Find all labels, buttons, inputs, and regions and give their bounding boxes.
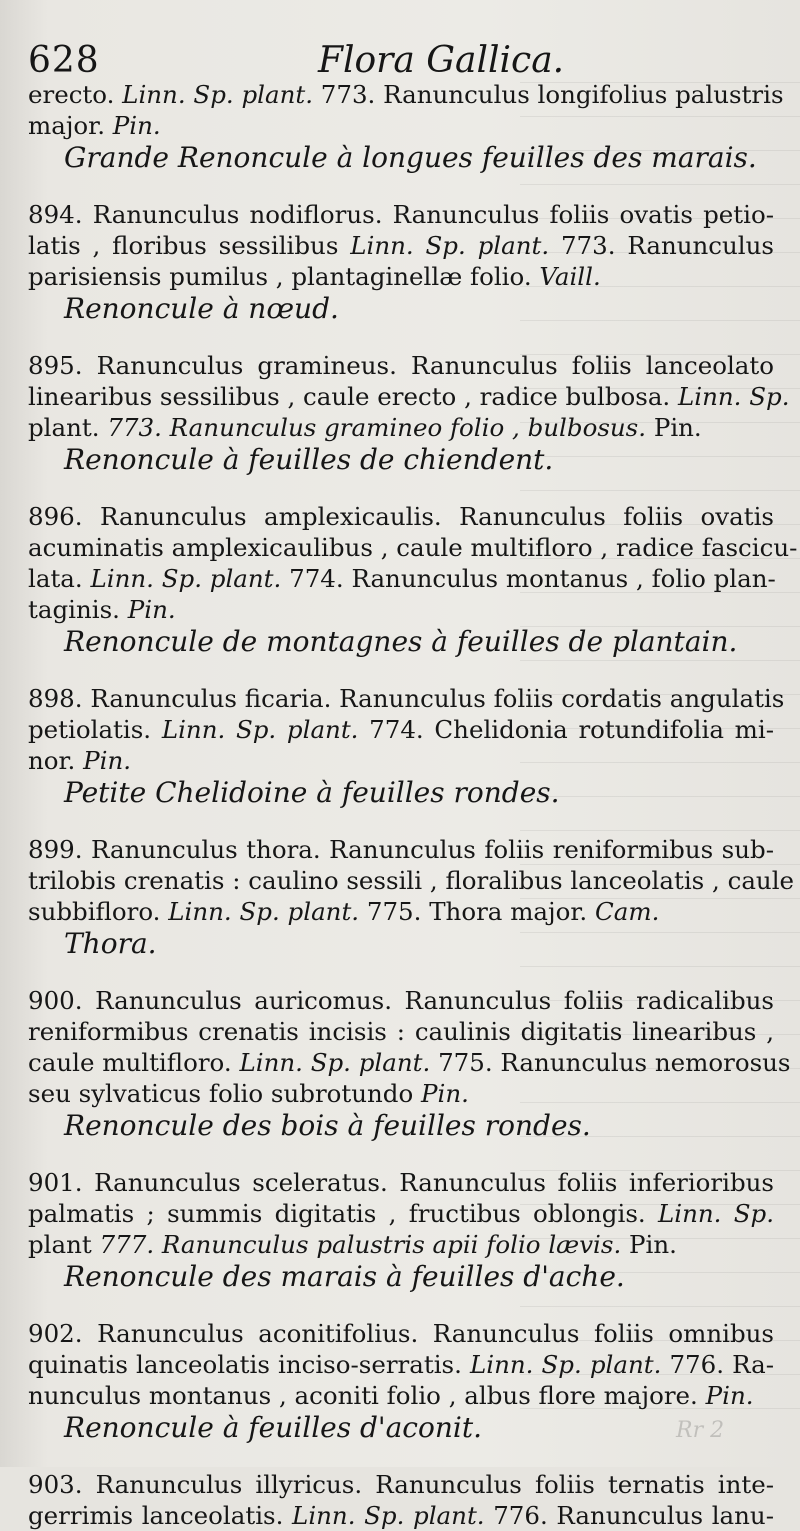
page-body — [28, 79, 798, 1531]
text-segment: 774. Chelidonia rotundifolia mi- — [358, 715, 774, 744]
text-segment: petiolatis. — [28, 715, 162, 744]
text-line — [28, 1078, 774, 1109]
french-common-name: Renoncule à nœud. — [64, 292, 339, 325]
citation-ref: Linn. Sp. plant. — [350, 231, 550, 260]
text-segment: major. — [28, 111, 113, 140]
text-line — [28, 1469, 774, 1500]
citation-ref: 777. Ranunculus palustris apii folio lævis. — [91, 1230, 630, 1259]
text-line — [28, 1349, 774, 1380]
text-segment: 774. Ranunculus montanus , folio plan- — [281, 564, 776, 593]
text-segment: caule multifloro. — [28, 1048, 240, 1077]
french-common-name: Thora. — [64, 927, 157, 960]
text-line — [28, 1500, 774, 1531]
continuation-entry — [28, 79, 784, 175]
french-common-name: Renoncule à feuilles d'aconit. — [64, 1411, 482, 1444]
species-entry — [28, 501, 798, 659]
text-line — [28, 199, 774, 230]
citation-ref: Linn. Sp. plant. — [292, 1501, 485, 1530]
text-line — [28, 865, 795, 896]
text-segment: nor. — [28, 746, 84, 775]
citation-ref: Pin. — [127, 595, 176, 624]
text-line — [28, 1047, 791, 1078]
citation-ref: Linn. Sp. — [678, 382, 790, 411]
text-segment: latis , floribus sessilibus — [28, 231, 351, 260]
text-segment: erecto. — [28, 80, 123, 109]
text-segment: plant — [28, 1230, 92, 1259]
text-line — [28, 1229, 774, 1260]
species-entry — [28, 199, 774, 326]
text-segment: 773. Ranunculus — [549, 231, 774, 260]
text-segment: Pin. — [629, 1230, 677, 1259]
citation-ref: Pin. — [112, 111, 161, 140]
french-common-name: Renoncule de montagnes à feuilles de plantain. — [64, 625, 738, 658]
page-number: 628 — [28, 40, 100, 81]
species-entry — [28, 1318, 774, 1445]
citation-ref: Linn. Sp. plant. — [469, 1350, 662, 1379]
text-segment: 776. Ra- — [661, 1350, 774, 1379]
text-segment: 898. Ranunculus ficaria. Ranunculus foliis cordatis angulatis — [28, 684, 785, 713]
species-entry — [28, 683, 785, 810]
french-common-name: Petite Chelidoine à feuilles rondes. — [64, 776, 560, 809]
catchword: Rr 2 — [676, 1418, 725, 1443]
text-segment: quinatis lanceolatis inciso-serratis. — [28, 1350, 470, 1379]
french-common-name: Grande Renoncule à longues feuilles des marais. — [64, 141, 757, 174]
text-line — [28, 532, 798, 563]
text-segment: 903. Ranunculus illyricus. Ranunculus foliis ternatis inte- — [28, 1470, 774, 1499]
text-line — [28, 745, 774, 776]
page-header — [28, 36, 768, 84]
text-line — [28, 350, 774, 381]
citation-ref: 773. Ranunculus gramineo folio , bulbosus. — [99, 413, 654, 442]
citation-ref: Pin. — [421, 1079, 469, 1108]
citation-ref: Linn. Sp. plant. — [161, 715, 359, 744]
text-line — [28, 714, 774, 745]
citation-ref: Linn. Sp. plant. — [168, 897, 360, 926]
text-line — [28, 1318, 774, 1349]
text-line — [28, 1198, 774, 1229]
text-line — [28, 834, 774, 865]
text-segment: nunculus montanus , aconiti folio , albus flore majore. — [28, 1381, 706, 1410]
citation-ref: Linn. Sp. plant. — [122, 80, 313, 109]
french-common-name: Renoncule des marais à feuilles d'ache. — [64, 1260, 625, 1293]
running-title: Flora Gallica. — [318, 40, 565, 81]
species-entry — [28, 985, 791, 1143]
text-line — [28, 381, 790, 412]
text-segment: 775. Ranunculus nemorosus — [430, 1048, 791, 1077]
text-segment: 901. Ranunculus sceleratus. Ranunculus foliis inferioribus — [28, 1168, 774, 1197]
text-segment: plant. — [28, 413, 100, 442]
text-segment: trilobis crenatis : caulino sessili , floralibus lanceolatis , caule — [28, 866, 795, 895]
text-line — [28, 896, 774, 927]
text-segment: seu sylvaticus folio subrotundo — [28, 1079, 422, 1108]
text-segment: 894. Ranunculus nodiflorus. Ranunculus foliis ovatis petio- — [28, 200, 774, 229]
citation-ref: Linn. Sp. plant. — [239, 1048, 431, 1077]
text-line — [28, 985, 774, 1016]
text-line — [28, 1380, 774, 1411]
text-segment: linearibus sessilibus , caule erecto , radice bulbosa. — [28, 382, 679, 411]
french-common-name: Renoncule à feuilles de chiendent. — [64, 443, 554, 476]
text-segment: 773. Ranunculus longifolius palustris — [313, 80, 784, 109]
text-segment: 775. Thora major. — [359, 897, 595, 926]
citation-ref: Linn. Sp. — [658, 1199, 775, 1228]
citation-ref: Pin. — [705, 1381, 754, 1410]
text-line — [28, 79, 784, 110]
text-segment: 896. Ranunculus amplexicaulis. Ranunculus foliis ovatis — [28, 502, 774, 531]
text-line — [28, 683, 785, 714]
text-segment: 895. Ranunculus gramineus. Ranunculus foliis lanceolato — [28, 351, 774, 380]
citation-ref: Vaill. — [539, 262, 601, 291]
text-line — [28, 110, 774, 141]
french-common-name: Renoncule des bois à feuilles rondes. — [64, 1109, 591, 1142]
text-line — [28, 261, 774, 292]
text-segment: parisiensis pumilus , plantaginellæ folio. — [28, 262, 540, 291]
text-line — [28, 1167, 774, 1198]
text-segment: palmatis ; summis digitatis , fructibus oblongis. — [28, 1199, 658, 1228]
text-line — [28, 594, 774, 625]
text-segment: 776. Ranunculus lanu- — [484, 1501, 774, 1530]
text-line — [28, 501, 774, 532]
text-segment: gerrimis lanceolatis. — [28, 1501, 293, 1530]
text-segment: 902. Ranunculus aconitifolius. Ranunculus foliis omnibus — [28, 1319, 774, 1348]
text-segment: taginis. — [28, 595, 128, 624]
text-segment: subbifloro. — [28, 897, 169, 926]
citation-ref: Pin. — [83, 746, 132, 775]
text-line — [28, 230, 774, 261]
citation-ref: Cam. — [594, 897, 660, 926]
citation-ref: Linn. Sp. plant. — [90, 564, 282, 593]
species-entry — [28, 834, 795, 961]
text-line — [28, 412, 774, 443]
text-segment: acuminatis amplexicaulibus , caule multifloro , radice fascicu- — [28, 533, 798, 562]
text-segment: 900. Ranunculus auricomus. Ranunculus foliis radicalibus — [28, 986, 774, 1015]
text-segment: Pin. — [653, 413, 702, 442]
text-line — [28, 1016, 774, 1047]
text-segment: 899. Ranunculus thora. Ranunculus foliis reniformibus sub- — [28, 835, 774, 864]
text-line — [28, 563, 774, 594]
species-entry — [28, 1167, 774, 1294]
text-segment: reniformibus crenatis incisis : caulinis digitatis linearibus , — [28, 1017, 774, 1046]
species-entry — [28, 350, 790, 477]
text-segment: lata. — [28, 564, 91, 593]
species-entry — [28, 1469, 774, 1531]
